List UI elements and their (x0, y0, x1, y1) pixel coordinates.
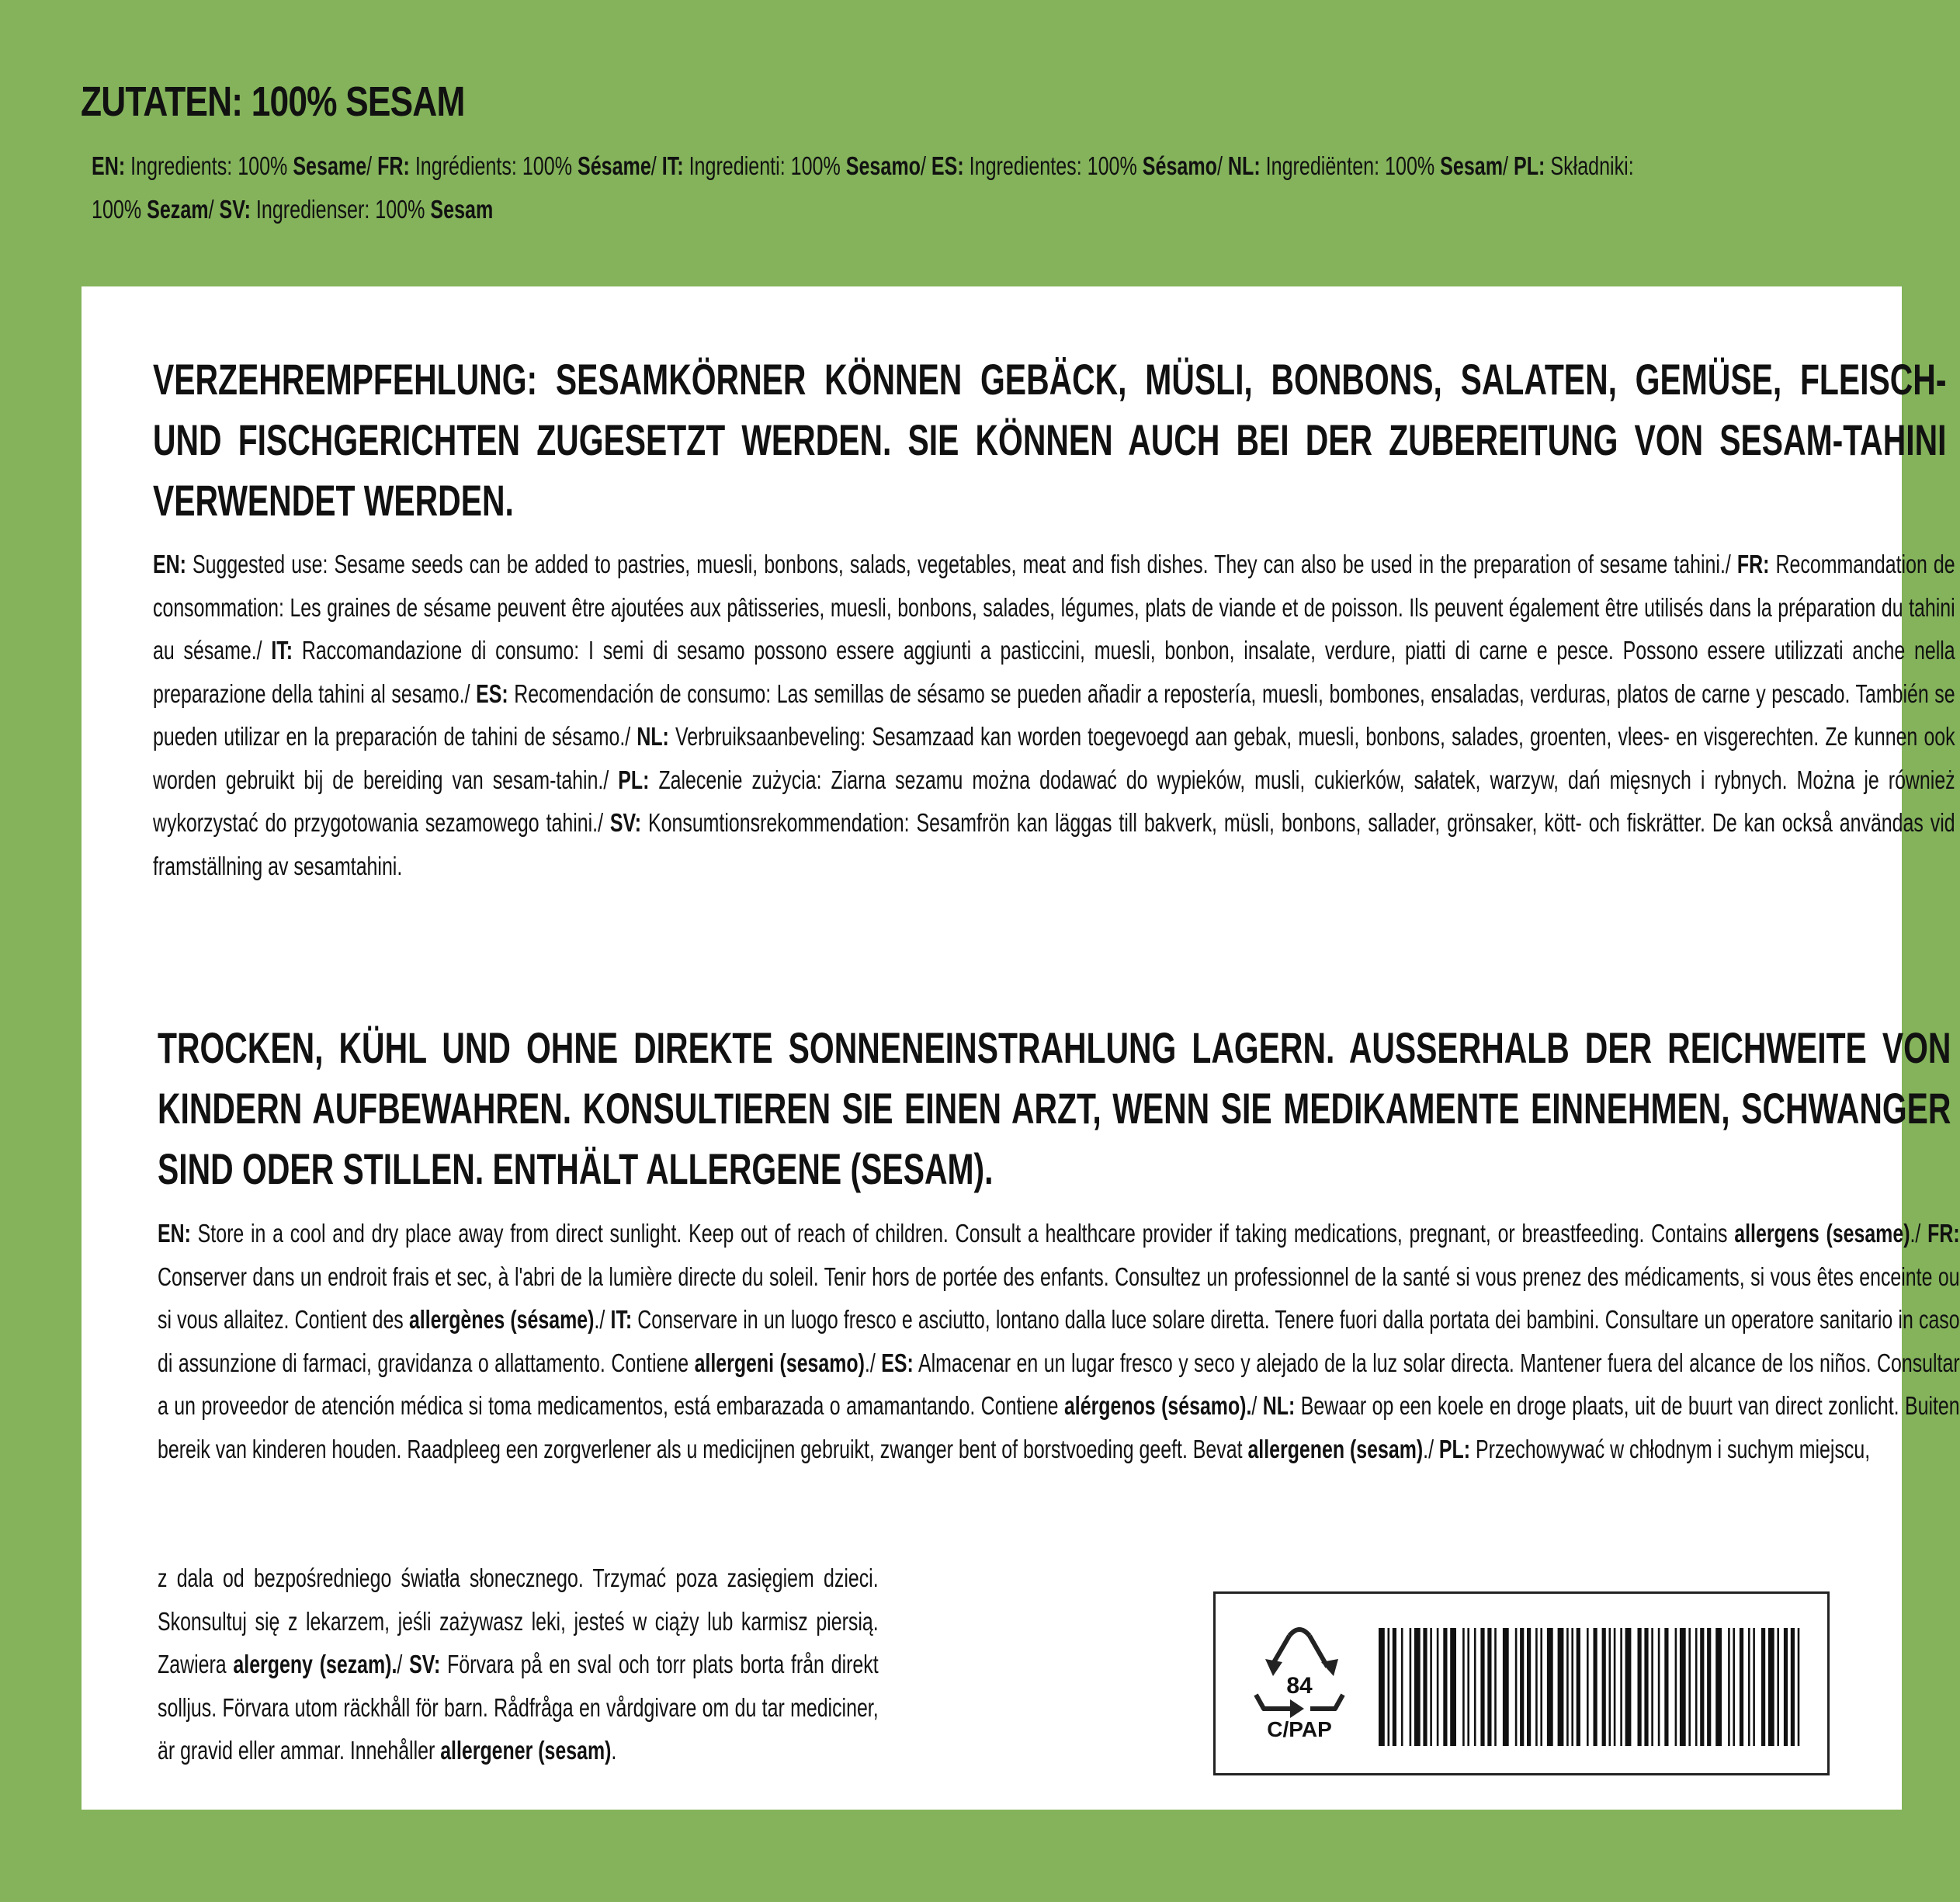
barcode-bar (1515, 1628, 1518, 1746)
translation-text: Konsumtionsrekommendation: Sesamfrön kan läggas till bakverk, müsli, bonbons, sallader, grönsaker, kött- och fiskrätter. De kan också användas vid framställning av sesamtahini. (153, 808, 1955, 880)
lang-code: SV: (409, 1650, 441, 1678)
barcode-bar (1437, 1628, 1439, 1746)
barcode-bar (1474, 1628, 1476, 1746)
lang-code: FR: (1736, 550, 1770, 578)
separator: ./ (1910, 1219, 1928, 1248)
barcode-bar (1791, 1628, 1795, 1746)
barcode-bar (1740, 1628, 1743, 1746)
barcode-bar (1625, 1628, 1632, 1746)
translation-text: Almacenar en un lugar fresco y seco y alejado de la luz solar directa. Mantener fuera del alcance de los niños. Consultar a un proveedor de atención médica si toma medicamentos, está embarazada o amamantando. Contiene (158, 1348, 1960, 1420)
translation-bold: Sesam (1440, 151, 1504, 180)
barcode-bar (1393, 1628, 1396, 1746)
lang-code: SV: (219, 195, 251, 224)
allergen-bold: allergens (sesame) (1734, 1219, 1910, 1248)
barcode-bar (1527, 1628, 1531, 1746)
storage-translations (158, 1212, 1960, 1470)
lang-code: EN: (153, 550, 186, 578)
barcode-bar (1777, 1628, 1779, 1746)
translation-text: Suggested use: Sesame seeds can be added to pastries, muesli, bonbons, salads, vegetables, meat and fish dishes. They can also be used in the preparation of sesame tahini./ (186, 550, 1737, 578)
separator: / (650, 151, 662, 180)
translation-bold: Sesam (430, 195, 494, 224)
lang-code: EN: (92, 151, 126, 180)
lang-code: PL: (618, 765, 650, 794)
barcode-bar (1587, 1628, 1589, 1746)
barcode-bar (1753, 1628, 1755, 1746)
separator: / (1503, 151, 1514, 180)
barcode-bar (1487, 1628, 1491, 1746)
separator: / (1216, 151, 1228, 180)
barcode-bar (1462, 1628, 1465, 1746)
lang-code: SV: (609, 808, 642, 837)
barcode-bar (1784, 1628, 1788, 1746)
lang-code: ES: (931, 151, 964, 180)
allergen-bold: allergeni (sesamo) (694, 1348, 865, 1377)
translation-text: Ingredienser: 100% (250, 195, 431, 224)
barcode-bar (1715, 1628, 1722, 1746)
barcode-bar (1609, 1628, 1611, 1746)
translation-bold: Sésame (577, 151, 651, 180)
label-panel (82, 286, 1960, 1810)
barcode-bar (1520, 1628, 1524, 1746)
barcode-bar (1664, 1628, 1668, 1746)
barcode-bar (1594, 1628, 1597, 1746)
translation-text: Zalecenie zużycia: Ziarna sezamu można dodawać do wypieków, musli, cukierków, sałatek, warzyw, dań mięsnych i rybnych. Można je również wykorzystać do przygotowania sezamowego tahini./ (153, 765, 1955, 837)
barcode-bar (1638, 1628, 1642, 1746)
barcode-bar (1571, 1628, 1573, 1746)
ingredients-translations (92, 144, 1684, 231)
lang-code: IT: (661, 151, 684, 180)
translation-text: Verbruiksaanbeveling: Sesamzaad kan worden toegevoegd aan gebak, muesli, bonbons, salades, groenten, vlees- en visgerechten. Ze kunnen ook worden gebruikt bij de bereiding van sesam-tahin./ (153, 722, 1955, 794)
recycling-material: C/PAP (1267, 1717, 1332, 1741)
translation-text: Förvara på en sval och torr plats borta från direkt solljus. Förvara utom räckhåll för barn. Rådfråga en vårdgivare om du tar mediciner, är gravid eller ammar. Innehåller (158, 1650, 879, 1765)
lang-code: PL: (1438, 1434, 1471, 1463)
barcode-bar (1658, 1628, 1660, 1746)
suggested-use-translations (153, 543, 1955, 887)
barcode-bar (1410, 1628, 1412, 1746)
barcode-bar (1620, 1628, 1622, 1746)
translation-text: Składniki: 100% (92, 151, 1634, 224)
barcode-bar (1414, 1628, 1421, 1746)
translation-text: Ingredientes: 100% (963, 151, 1143, 180)
barcode-bar (1566, 1628, 1569, 1746)
translation-bold: Sesame (293, 151, 367, 180)
allergen-bold: allergenen (sesam) (1247, 1434, 1424, 1463)
barcode-bar (1430, 1628, 1432, 1746)
translation-text: Recomendación de consumo: Las semillas de sésamo se pueden añadir a repostería, muesli, bombones, ensaladas, verduras, platos de carne y pescado. También se pueden utilizar en la preparación de tahini de sésamo./ (153, 679, 1955, 751)
barcode-bar (1443, 1628, 1447, 1746)
barcode-icon (1379, 1628, 1809, 1746)
allergen-bold: alergeny (sezam). (233, 1650, 397, 1678)
translation-bold: Sesamo (845, 151, 921, 180)
separator: / (208, 195, 220, 224)
separator: / (920, 151, 931, 180)
translation-text: Conserver dans un endroit frais et sec, à l'abri de la lumière directe du soleil. Tenir hors de portée des enfants. Consultez un professionnel de la santé si vous prenez des médicaments, si vous êtes enceinte ou si vous allaitez. Contient des (158, 1262, 1960, 1334)
barcode-bar (1728, 1628, 1730, 1746)
barcode-bar (1423, 1628, 1427, 1746)
barcode-bar (1467, 1628, 1469, 1746)
barcode-bar (1680, 1628, 1686, 1746)
recycle-triangle-icon (1247, 1619, 1352, 1743)
barcode-bar (1503, 1628, 1509, 1746)
separator: / (1251, 1391, 1263, 1420)
translation-text: Conservare in un luogo fresco e asciutto, lontano dalla luce solare diretta. Tenere fuori dalla portata dei bambini. Consultare un operatore sanitario in caso di assunzione di farmaci, gravidanza o allattamento. Contiene (158, 1305, 1960, 1377)
translation-text: Ingredients: 100% (125, 151, 293, 180)
allergen-bold: allergènes (sésame) (408, 1305, 595, 1334)
barcode-bar (1675, 1628, 1677, 1746)
lang-code: FR: (1927, 1219, 1960, 1248)
allergen-bold: alérgenos (sésamo). (1063, 1391, 1252, 1420)
barcode-bar (1695, 1628, 1698, 1746)
translation-text: Przechowywać w chłodnym i suchym miejscu, (1470, 1434, 1871, 1463)
lang-code: NL: (1227, 151, 1261, 180)
barcode-bar (1651, 1628, 1653, 1746)
translation-text: Bewaar op een koele en droge plaats, uit de buurt van direct zonlicht. Buiten bereik van kinderen houden. Raadpleeg een zorgverlener als u medicijnen gebruikt, zwanger bent of borstvoeding geeft. Bevat (158, 1391, 1960, 1463)
barcode-bar (1450, 1628, 1456, 1746)
suggested-use-heading: VERZEHREMPFEHLUNG: SESAMKÖRNER KÖNNEN GEBÄCK, MÜSLI, BONBONS, SALATEN, GEMÜSE, FLEISCH- UND FISCHGERICHTEN ZUGESETZT WERDEN. SIE KÖNNEN AUCH BEI DER ZUBEREITUNG VON SESAM-TAHINI VERWENDET WERDEN. (153, 355, 1947, 525)
barcode-bar (1688, 1628, 1691, 1746)
lang-code: IT: (610, 1305, 633, 1334)
lang-code: ES: (476, 679, 508, 708)
storage-heading: TROCKEN, KÜHL UND OHNE DIREKTE SONNENEINSTRAHLUNG LAGERN. AUSSERHALB DER REICHWEITE VON KINDERN AUFBEWAHREN. KONSULTIEREN SIE EINEN ARZT, WENN SIE MEDIKAMENTE EINNEHMEN, SCHWANGER SIND ODER STILLEN. ENTHÄLT ALLERGENE (SESAM). (158, 1023, 1951, 1193)
lang-code: NL: (1262, 1391, 1296, 1420)
barcode-bar (1644, 1628, 1648, 1746)
barcode-bar (1707, 1628, 1711, 1746)
translation-bold: Sezam (147, 195, 209, 224)
separator: / (366, 151, 378, 180)
barcode-bar (1388, 1628, 1390, 1746)
translation-bold: Sésamo (1142, 151, 1217, 180)
translation-text: Raccomandazione di consumo: I semi di sesamo possono essere aggiunti a pasticcini, muesli, bonbon, insalate, verdure, piatti di carne e pesce. Possono essere utilizzati anche nella preparazione della tahini al sesamo./ (153, 636, 1955, 708)
lang-code: PL: (1513, 151, 1545, 180)
translation-text: Store in a cool and dry place away from direct sunlight. Keep out of reach of children. Consult a healthcare provider if taking medications, pregnant, or breastfeeding. Contains (190, 1219, 1735, 1248)
barcode-bar (1733, 1628, 1735, 1746)
lang-code: IT: (271, 636, 293, 665)
barcode-bar (1700, 1628, 1704, 1746)
translation-text: Ingrédients: 100% (409, 151, 578, 180)
barcode-bar (1547, 1628, 1553, 1746)
translation-text: Recommandation de consommation: Les graines de sésame peuvent être ajoutées aux pâtisseries, muesli, bonbons, salades, légumes, plats de viande et de poisson. Ils peuvent également être utilisés dans la préparation du tahini au sésame./ (153, 550, 1955, 665)
separator: . (611, 1736, 617, 1765)
barcode-bar (1761, 1628, 1765, 1746)
barcode-bar (1748, 1628, 1750, 1746)
translation-text: Ingredienti: 100% (683, 151, 846, 180)
separator: ./ (594, 1305, 611, 1334)
barcode-bar (1768, 1628, 1774, 1746)
barcode-bar (1614, 1628, 1616, 1746)
barcode-bar (1401, 1628, 1403, 1746)
allergen-bold: allergener (sesam) (440, 1736, 612, 1765)
barcode-bar (1558, 1628, 1564, 1746)
packaging-info-box (1213, 1591, 1830, 1775)
barcode-bar (1798, 1628, 1800, 1746)
lang-code: NL: (637, 722, 669, 751)
barcode-bar (1535, 1628, 1538, 1746)
barcode-bar (1540, 1628, 1542, 1746)
separator: / (397, 1650, 403, 1678)
ingredients-title: ZUTATEN: 100% SESAM (81, 78, 465, 125)
barcode-bar (1577, 1628, 1580, 1746)
lang-code: FR: (377, 151, 410, 180)
recycling-code: 84 (1286, 1673, 1313, 1699)
translation-text: Ingrediënten: 100% (1260, 151, 1441, 180)
barcode-bar (1494, 1628, 1497, 1746)
barcode-bar (1480, 1628, 1484, 1746)
storage-translations-continued (158, 1557, 879, 1772)
separator: ./ (864, 1348, 882, 1377)
barcode-bar (1602, 1628, 1606, 1746)
separator: ./ (1423, 1434, 1439, 1463)
translation-text: z dala od bezpośredniego światła słonecznego. Trzymać poza zasięgiem dzieci. Skonsultuj się z lekarzem, jeśli zażywasz leki, jesteś w ciąży lub karmisz piersią. Zawiera (158, 1564, 879, 1678)
lang-code: ES: (881, 1348, 914, 1377)
lang-code: EN: (158, 1219, 191, 1248)
barcode-bar (1379, 1628, 1385, 1746)
